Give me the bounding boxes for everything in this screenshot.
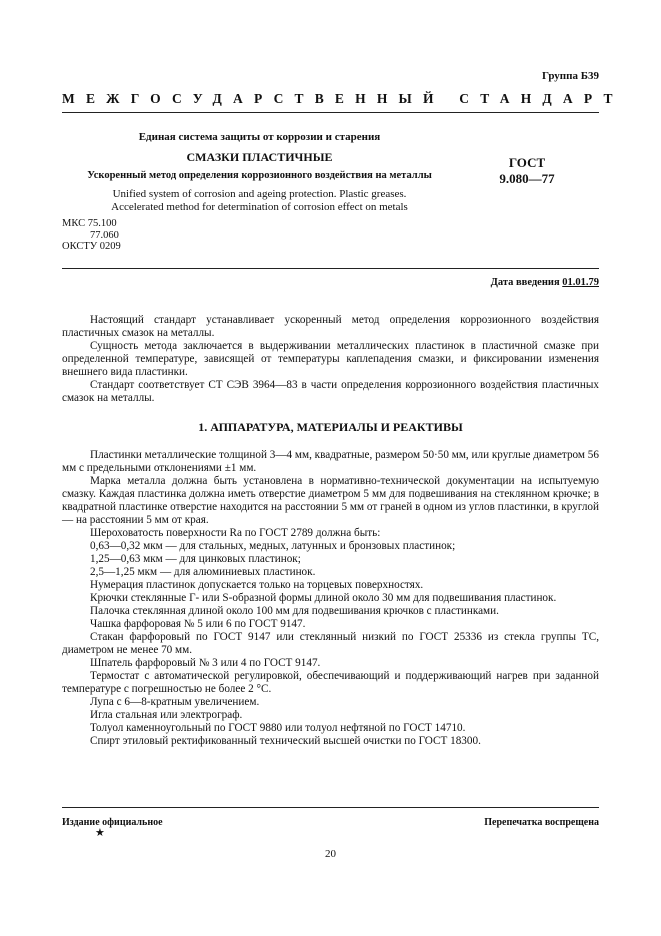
paragraph: Толуол каменноугольный по ГОСТ 9880 или толуол нефтяной по ГОСТ 14710. (90, 722, 466, 734)
star-icon: ★ (95, 827, 105, 839)
standard-banner: МЕЖГОСУДАРСТВЕННЫЙ СТАНДАРТ (62, 91, 624, 106)
english-title-line: Accelerated method for determination of corrosion effect on metals (111, 201, 408, 213)
footer-divider (62, 807, 599, 808)
paragraph: Шероховатость поверхности Ra по ГОСТ 2789 должна быть: (90, 527, 381, 539)
paragraph: 0,63—0,32 мкм — для стальных, медных, латунных и бронзовых пластинок; (90, 540, 456, 552)
effective-date (491, 277, 599, 288)
paragraph: Шпатель фарфоровый № 3 или 4 по ГОСТ 9147. (90, 657, 321, 669)
paragraph: Нумерация пластинок допускается только на торцевых поверхностях. (90, 579, 424, 591)
system-title: Единая система защиты от коррозии и старения (138, 131, 381, 143)
top-divider (62, 112, 599, 113)
section-body (62, 449, 599, 748)
paragraph: Сущность метода заключается в выдерживании металлических пластинок в пластичной смазке при определенной температуре, зависящей от температуры каплепадения смазки, и фиксировании изменения внешнего вида пластинки. (62, 340, 599, 378)
document-subtitle: Ускоренный метод определения коррозионного воздействия на металлы (87, 170, 432, 181)
paragraph: Марка металла должна быть установлена в нормативно-технической документации на испытуемую смазку. Каждая пластинка должна иметь отверстие диаметром 5 мм для подвешивания на стеклянном крючке; в квадратной пластинке отверстие находится на расстоянии 5 мм от граней в одном из углов пластинки, в круглой — на расстоянии 5 мм от края. (62, 475, 599, 526)
english-title (62, 188, 457, 214)
intro-text (62, 314, 599, 405)
paragraph: Палочка стеклянная длиной около 100 мм для подвешивания крючков с пластинками. (90, 605, 499, 617)
paragraph: Стакан фарфоровый по ГОСТ 9147 или стеклянный низкий по ГОСТ 25336 из стекла группы ТС, диаметром не менее 70 мм. (62, 631, 599, 656)
paragraph: Пластинки металлические толщиной 3—4 мм, квадратные, размером 50·50 мм, или круглые диаметром 56 мм с предельными отклонениями ±1 мм. (62, 449, 599, 474)
paragraph: Игла стальная или электрограф. (90, 709, 243, 721)
page-number: 20 (325, 848, 336, 860)
code-mks: МКС 75.100 (62, 218, 117, 229)
paragraph: Настоящий стандарт устанавливает ускоренный метод определения коррозионного воздействия пластичных смазок на металлы. (62, 314, 599, 339)
code-oksu: ОКСТУ 0209 (62, 241, 121, 252)
paragraph: Крючки стеклянные Г- или S-образной формы длиной около 30 мм для подвешивания пластинок. (90, 592, 557, 604)
gost-label: ГОСТ (508, 155, 546, 170)
gost-number: 9.080—77 (499, 171, 555, 186)
paragraph: 2,5—1,25 мкм — для алюминиевых пластинок. (90, 566, 316, 578)
english-title-line: Unified system of corrosion and ageing protection. Plastic greases. (112, 188, 407, 200)
document-title: СМАЗКИ ПЛАСТИЧНЫЕ (186, 150, 333, 164)
date-label: Дата введения (490, 277, 560, 288)
date-value: 01.01.79 (562, 277, 599, 288)
middle-divider (62, 268, 599, 269)
code-mks-2: 77.060 (90, 229, 119, 241)
group-code: Группа Б39 (542, 70, 599, 82)
gost-designation (472, 155, 582, 187)
official-edition-note: Издание официальное (62, 817, 163, 828)
paragraph: Лупа с 6—8-кратным увеличением. (90, 696, 260, 708)
reprint-prohibited-note: Перепечатка воспрещена (484, 817, 599, 828)
paragraph: Чашка фарфоровая № 5 или 6 по ГОСТ 9147. (90, 618, 306, 630)
classification-codes (62, 218, 121, 253)
paragraph: 1,25—0,63 мкм — для цинковых пластинок; (90, 553, 301, 565)
section-heading: 1. АППАРАТУРА, МАТЕРИАЛЫ И РЕАКТИВЫ (198, 420, 463, 434)
paragraph: Спирт этиловый ректификованный технический высшей очистки по ГОСТ 18300. (90, 735, 481, 747)
paragraph: Термостат с автоматической регулировкой, обеспечивающий и поддерживающий нагрев при заданной температуре с погрешностью не более 2 °С. (62, 670, 599, 695)
paragraph: Стандарт соответствует СТ СЭВ 3964—83 в части определения коррозионного воздействия пластичных смазок на металлы. (62, 379, 599, 404)
